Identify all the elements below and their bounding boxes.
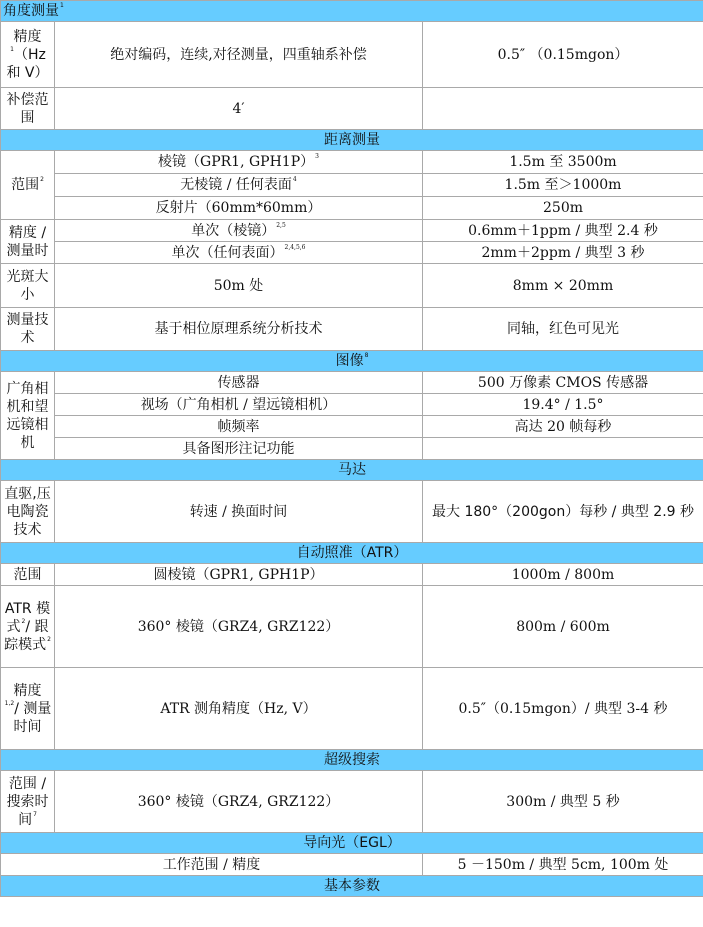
measure-tech-desc: 基于相位原理系统分析技术 — [55, 308, 423, 351]
imaging-item-name: 视场（广角相机 / 望远镜相机） — [55, 394, 423, 416]
footnote-mark: 7 — [33, 810, 37, 818]
section-egl-header-row — [1, 833, 703, 854]
range-item-value: 1.5m 至 3500m — [423, 151, 703, 174]
footnote-mark: 2 — [21, 617, 26, 625]
range-item-name: 无棱镜 / 任何表面$^4$ — [55, 174, 423, 197]
measure-tech-row — [1, 308, 703, 351]
spot-size-desc: 50m 处 — [55, 264, 423, 308]
atr-range-desc: 圆棱镜（GPR1, GPH1P） — [55, 564, 423, 586]
atr-accuracy-row — [1, 668, 703, 750]
row-label-motor: 直驱,压电陶瓷技术 — [1, 481, 55, 543]
imaging-item-value: 500 万像素 CMOS 传感器 — [423, 372, 703, 394]
accuracy-item-value: 2mm＋2ppm / 典型 3 秒 — [423, 242, 703, 264]
row-label-atr-range: 范围 — [1, 564, 55, 586]
row-label-atr-mode: ATR 模式$^2$/ 跟踪模式$^2$ — [1, 586, 55, 668]
range-item-value: 1.5m 至＞1000m — [423, 174, 703, 197]
footnote-mark: 1 — [60, 2, 64, 9]
section-header-search: 超级搜索 — [1, 750, 703, 771]
atr-range-row — [1, 564, 703, 586]
search-desc: 360° 棱镜（GRZ4, GRZ122） — [55, 771, 423, 833]
search-value: 300m / 典型 5 秒 — [423, 771, 703, 833]
section-search-header-row — [1, 750, 703, 771]
section-angle-header-row — [1, 1, 703, 22]
imaging-row-2 — [1, 394, 703, 416]
spot-size-value: 8mm × 20mm — [423, 264, 703, 308]
distance-accuracy-row-1 — [1, 220, 703, 242]
spot-size-row — [1, 264, 703, 308]
section-header-basic: 基本参数 — [1, 876, 703, 897]
distance-range-row-1 — [1, 151, 703, 174]
compensation-value: 4′ — [55, 88, 423, 130]
angle-accuracy-desc: 绝对编码，连续,对径测量，四重轴系补偿 — [55, 22, 423, 88]
range-item-value: 250m — [423, 197, 703, 220]
imaging-item-value: 19.4° / 1.5° — [423, 394, 703, 416]
section-header-egl: 导向光（EGL） — [1, 833, 703, 854]
search-row — [1, 771, 703, 833]
section-header-atr: 自动照准（ATR） — [1, 543, 703, 564]
imaging-item-name: 传感器 — [55, 372, 423, 394]
accuracy-item-value: 0.6mm＋1ppm / 典型 2.4 秒 — [423, 220, 703, 242]
measure-tech-value: 同轴，红色可见光 — [423, 308, 703, 351]
section-header-imaging: 图像$^8$ — [1, 351, 703, 372]
row-label-range: 范围$^2$ — [1, 151, 55, 220]
imaging-item-value: 高达 20 帧每秒 — [423, 416, 703, 438]
footnote-mark: 2 — [47, 635, 51, 643]
imaging-row-4 — [1, 438, 703, 460]
footnote-mark: 2,4,5,6 — [284, 243, 306, 251]
angle-compensation-row — [1, 88, 703, 130]
section-imaging-header-row — [1, 351, 703, 372]
footnote-mark: 3 — [315, 153, 319, 160]
atr-accuracy-value: 0.5″（0.15mgon）/ 典型 3-4 秒 — [423, 668, 703, 750]
atr-mode-row — [1, 586, 703, 668]
section-header-angle — [1, 1, 703, 22]
footnote-mark: 8 — [364, 352, 369, 359]
section-header-distance: 距离测量 — [1, 130, 703, 151]
row-label-compensation: 补偿范围 — [1, 88, 55, 130]
motor-row — [1, 481, 703, 543]
row-label-angle-accuracy: 精度 $^1$（Hz 和 V） — [1, 22, 55, 88]
section-distance-header-row — [1, 130, 703, 151]
section-header-motor: 马达 — [1, 460, 703, 481]
row-label-distance-accuracy: 精度 / 测量时 — [1, 220, 55, 264]
distance-range-row-2 — [1, 174, 703, 197]
egl-row — [1, 854, 703, 876]
accuracy-item-name: 单次（任何表面）$^{2,4,5,6}$ — [55, 242, 423, 264]
accuracy-item-name: 单次（棱镜）$^{2,5}$ — [55, 220, 423, 242]
row-label-atr-accuracy: 精度 $^{1,2}$/ 测量时间 — [1, 668, 55, 750]
atr-mode-desc: 360° 棱镜（GRZ4, GRZ122） — [55, 586, 423, 668]
motor-desc: 转速 / 换面时间 — [55, 481, 423, 543]
atr-range-value: 1000m / 800m — [423, 564, 703, 586]
range-item-name: 棱镜（GPR1, GPH1P）$^3$ — [55, 151, 423, 174]
empty-cell — [423, 88, 703, 130]
row-label-search: 范围 / 搜索时间$^7$ — [1, 771, 55, 833]
footnote-mark: 2,5 — [276, 221, 286, 229]
imaging-row-3 — [1, 416, 703, 438]
atr-accuracy-desc: ATR 测角精度（Hz, V） — [55, 668, 423, 750]
distance-range-row-3 — [1, 197, 703, 220]
row-label-measure-tech: 测量技术 — [1, 308, 55, 351]
footnote-mark: 2 — [40, 176, 44, 183]
section-basic-header-row — [1, 876, 703, 897]
angle-accuracy-row — [1, 22, 703, 88]
row-label-cameras: 广角相机和望远镜相机 — [1, 372, 55, 460]
section-atr-header-row — [1, 543, 703, 564]
angle-accuracy-value: 0.5″ （0.15mgon） — [423, 22, 703, 88]
footnote-mark: 1 — [10, 45, 14, 53]
imaging-row-1 — [1, 372, 703, 394]
footnote-mark: 1,2 — [4, 699, 15, 707]
imaging-item-name: 帧频率 — [55, 416, 423, 438]
imaging-item-name: 具备图形注记功能 — [55, 438, 423, 460]
row-label-spot-size: 光斑大小 — [1, 264, 55, 308]
section-motor-header-row — [1, 460, 703, 481]
footnote-mark: 4 — [292, 176, 297, 183]
motor-value: 最大 180°（200gon）每秒 / 典型 2.9 秒 — [423, 481, 703, 543]
range-item-name: 反射片（60mm*60mm） — [55, 197, 423, 220]
imaging-item-value — [423, 438, 703, 460]
section-title: 角度测量 — [3, 3, 59, 19]
distance-accuracy-row-2 — [1, 242, 703, 264]
egl-desc: 工作范围 / 精度 — [1, 854, 423, 876]
egl-value: 5 －150m / 典型 5cm, 100m 处 — [423, 854, 703, 876]
atr-mode-value: 800m / 600m — [423, 586, 703, 668]
